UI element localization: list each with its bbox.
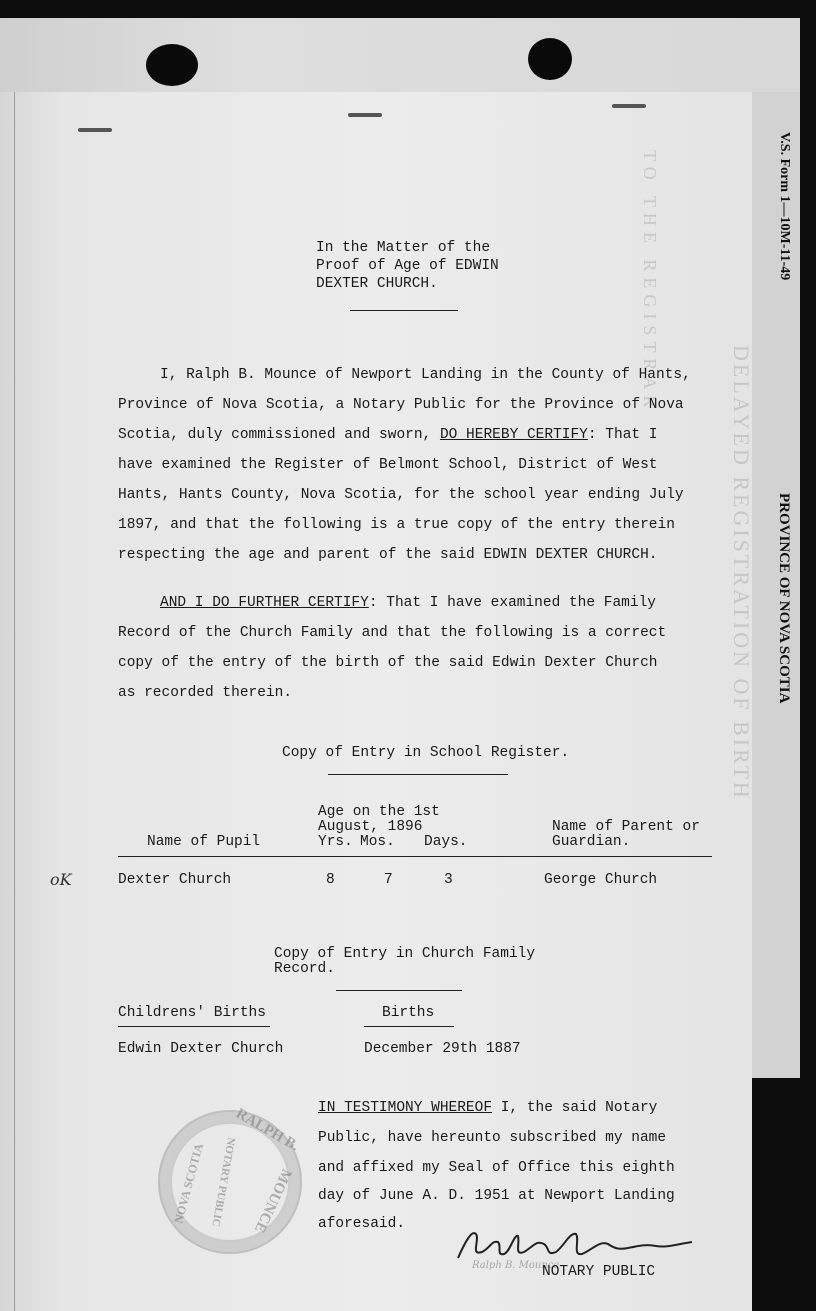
seal-text-center: NOTARY PUBLIC — [209, 1136, 237, 1228]
col-births: Births — [382, 1005, 435, 1021]
paragraph-2-line-3: copy of the entry of the birth of the said Edwin Dexter Church — [118, 655, 658, 671]
staple-mark-center — [348, 113, 382, 117]
paragraph-1-line-6: 1897, and that the following is a true copy of the entry therein — [118, 517, 675, 533]
seal-text-top: RALPH B. — [232, 1105, 302, 1155]
bleed-registrar: TO THE REGISTRAR — [640, 150, 660, 414]
family-name: Edwin Dexter Church — [118, 1041, 284, 1057]
testimony-whereof: IN TESTIMONY WHEREOF — [318, 1100, 493, 1116]
further-certify: AND I DO FURTHER CERTIFY — [160, 595, 369, 611]
family-birth-date: December 29th 1887 — [364, 1041, 521, 1057]
paragraph-2-line-4: as recorded therein. — [118, 685, 293, 701]
page-edge — [14, 92, 15, 1311]
paragraph-1-line-4: have examined the Register of Belmont School, District of West — [118, 457, 658, 473]
matter-line-1: In the Matter of the — [316, 240, 491, 256]
paragraph-1-line-2: Province of Nova Scotia, a Notary Public for the Province of Nova — [118, 397, 684, 413]
testimony-line-5: aforesaid. — [318, 1216, 406, 1232]
col-age-line-2: August, 1896 — [318, 819, 423, 835]
paragraph-1-line-3: Scotia, duly commissioned and sworn, DO HEREBY CERTIFY: That I — [118, 427, 658, 443]
register-parent: George Church — [544, 872, 658, 888]
col-parent-line-2: Guardian. — [552, 834, 631, 850]
register-days: 3 — [444, 872, 453, 888]
children-underline — [118, 1026, 270, 1027]
col-yrs: Yrs. — [318, 834, 353, 850]
col-childrens-births: Childrens' Births — [118, 1005, 266, 1021]
register-yrs: 8 — [326, 872, 335, 888]
col-days: Days. — [424, 834, 468, 850]
testimony-line-3: and affixed my Seal of Office this eighth — [318, 1160, 675, 1176]
matter-line-2: Proof of Age of EDWIN — [316, 258, 499, 274]
testimony-line-1: IN TESTIMONY WHEREOF I, the said Notary — [318, 1100, 658, 1116]
testimony-line-4: day of June A. D. 1951 at Newport Landing — [318, 1188, 675, 1204]
bleed-delayed: DELAYED REGISTRATION OF BIRTH — [729, 345, 754, 801]
family-heading-underline — [336, 990, 462, 991]
family-record-heading-1: Copy of Entry in Church Family — [274, 946, 536, 962]
do-hereby-certify: DO HEREBY CERTIFY — [439, 427, 588, 443]
punch-hole-right — [528, 38, 572, 80]
paragraph-2-line-2: Record of the Church Family and that the following is a correct — [118, 625, 667, 641]
staple-mark-left — [78, 128, 112, 132]
col-age-line-1: Age on the 1st — [318, 804, 440, 820]
province-header: PROVINCE OF NOVA SCOTIA — [776, 493, 792, 704]
punch-hole-left — [146, 44, 198, 86]
register-mos: 7 — [384, 872, 393, 888]
paragraph-1-line-7: respecting the age and parent of the said EDWIN DEXTER CHURCH. — [118, 547, 658, 563]
matter-underline — [350, 310, 458, 311]
seal-text-left: NOVA SCOTIA — [171, 1141, 206, 1225]
col-parent-line-1: Name of Parent or — [552, 819, 700, 835]
births-underline — [364, 1026, 454, 1027]
seal-text-right: MOUNCE — [250, 1166, 295, 1236]
register-pupil: Dexter Church — [118, 872, 232, 888]
school-heading-underline — [328, 774, 508, 775]
paragraph-1-line-1: I, Ralph B. Mounce of Newport Landing in the County of Hants, — [160, 367, 691, 383]
col-mos: Mos. — [360, 834, 395, 850]
col-pupil: Name of Pupil — [147, 834, 261, 850]
school-register-heading: Copy of Entry in School Register. — [282, 745, 570, 761]
register-header-rule — [118, 856, 712, 857]
family-record-heading-2: Record. — [274, 961, 335, 977]
matter-line-3: DEXTER CHURCH. — [316, 276, 438, 292]
form-number: V.S. Form 1—10M-11-49 — [777, 132, 792, 281]
staple-mark-right — [612, 104, 646, 108]
notary-public-label: NOTARY PUBLIC — [542, 1264, 656, 1280]
testimony-line-2: Public, have hereunto subscribed my name — [318, 1130, 667, 1146]
margin-ok-mark: oK — [50, 870, 72, 889]
paragraph-1-line-5: Hants, Hants County, Nova Scotia, for the school year ending July — [118, 487, 684, 503]
paragraph-2-line-1: AND I DO FURTHER CERTIFY: That I have examined the Family — [160, 595, 656, 611]
svg-text:Ralph B. Mounce: Ralph B. Mounce — [472, 1260, 560, 1271]
